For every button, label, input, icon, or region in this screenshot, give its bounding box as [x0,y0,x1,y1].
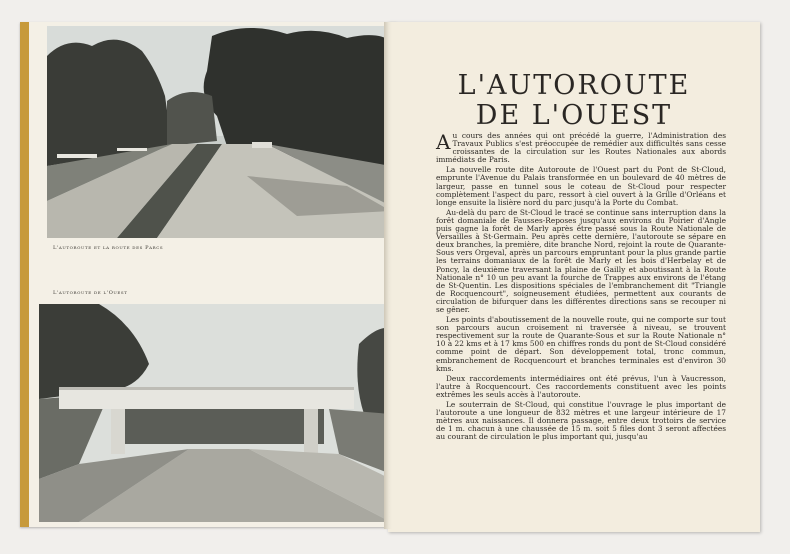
right-page [388,22,760,532]
caption-bottom-photo: L'autoroute de l'Ouest [53,290,128,296]
article-body [436,132,726,443]
photo-motorway-bridge-image [39,304,391,522]
paragraph-4: Les points d'aboutissement de la nouvelle route, qui ne comporte sur tout son parcours aucun croisement ni traversée à niveau, se trouvent respectivement sur la route de Quarante-Sous et sur la Route Nationale n° 10 à 22 kms et à 17 kms 500 en chiffres ronds du pont de St-Cloud considéré comme point de départ. Son développement total, tronc commun, embranchement de Rocquencourt et branches terminales est d'environ 30 kms. [436,315,726,373]
left-page [20,22,397,527]
page-gutter [384,22,392,529]
page-title-line1: L'AUTOROUTE [457,70,691,101]
paragraph-2: La nouvelle route dite Autoroute de l'Ouest part du Pont de St-Cloud, emprunte l'Avenue du Palais transformée en un boulevard de 40 mètres de largeur, passe en tunnel sous le coteau de St-Cloud pour respecter complètement l'aspect du parc, ressort à ciel ouvert à la Grille d'Orléans et longe ensuite la lisière nord du parc jusqu'à la Porte du Combat. [436,165,726,207]
photo-motorway-trees-image [47,26,391,238]
open-booklet [20,22,760,532]
caption-top-photo: L'autoroute et la route des Parcs [53,245,164,251]
photo-motorway-bridge [39,304,391,522]
page-title-line2: DE L'OUEST [475,100,673,131]
paragraph-1: Au cours des années qui ont précédé la guerre, l'Administration des Travaux Publics s'est préoccupée de remédier aux difficultés sans cesse croissantes de la circulation sur les Routes Nationales aux abords immédiats de Paris. [436,130,726,165]
paragraph-6: Le souterrain de St-Cloud, qui constitue l'ouvrage le plus important de l'autoroute a une longueur de 832 mètres et une largeur intérieure de 17 mètres aux naissances. Il donnera passage, entre deux trottoirs de service de 1 m. chacun à une chaussée de 15 m. soit 5 files dont 3 seront affectées au courant de circulation le plus important qui, jusqu'au [436,400,726,442]
paragraph-3: Au-delà du parc de St-Cloud le tracé se continue sans interruption dans la forêt domaniale de Fausses-Reposes jusqu'aux environs du Poirier d'Angle puis gagne la forêt de Marly après être passé sous la Route Nationale de Versailles à St-Germain. Peu après cette dernière, l'autoroute se sépare en deux branches, la première, dite branche Nord, rejoint la route de Quarante-Sous vers Orgeval, après un parcours empruntant pour la plus grande partie les terrains domaniaux de la forêt de Marly et les bois d'Herbelay et de Poncy, la deuxième traversant la plaine de Gailly et aboutissant à la Route Nationale n° 10 un peu avant la fourche de Trappes aux environs de l'étang de St-Quentin. Les dispositions spéciales de l'embranchement dit "Triangle de Rocquencourt", soigneusement étudiées, permettent aux courants de circulation de bifurquer dans les différentes directions sans se recouper ni se gêner. [436,207,726,314]
drop-cap: A [436,130,451,154]
paragraph-5: Deux raccordements intermédiaires ont été prévus, l'un à Vaucresson, l'autre à Rocquencourt. Ces raccordements constituent avec les points extrêmes les seuls accès à l'autoroute. [436,373,726,399]
photo-motorway-trees [47,26,391,238]
